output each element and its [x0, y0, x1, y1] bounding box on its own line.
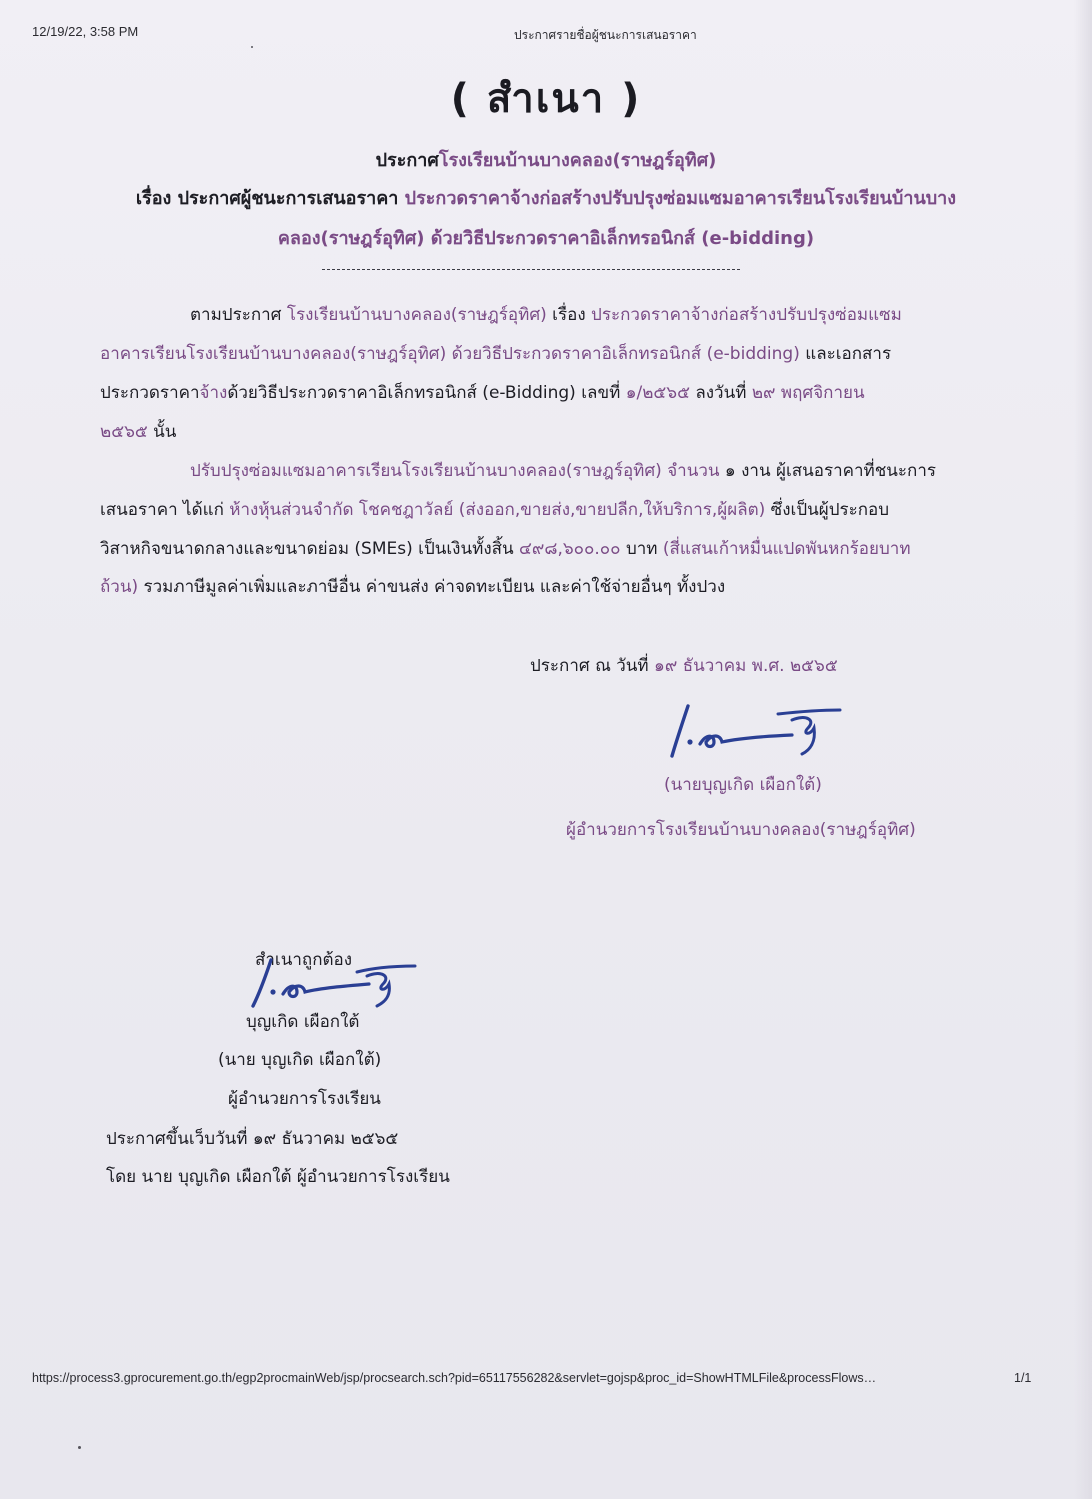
print-datetime: 12/19/22, 3:58 PM	[32, 24, 139, 39]
winner-name: ห้างหุ้นส่วนจำกัด โชคชฎาวัลย์ (ส่งออก,ขายส่ง,ขายปลีก,ให้บริการ,ผู้ผลิต)	[229, 500, 766, 520]
subject-line-2: คลอง(ราษฎร์อุทิศ) ด้วยวิธีประกวดราคาอิเล็กทรอนิกส์ (e-bidding)	[277, 228, 815, 249]
bid-amount-words-end: ถ้วน)	[100, 577, 139, 597]
body-line-3	[100, 379, 865, 406]
body-text: ลงวันที่	[689, 383, 752, 403]
certifier-name: บุญเกิด เผือกใต้	[246, 1012, 360, 1032]
body-text: บาท	[620, 539, 663, 559]
body-project-name: อาคารเรียนโรงเรียนบ้านบางคลอง(ราษฎร์อุทิศ) ด้วยวิธีประกวดราคาอิเล็กทรอนิกส์ (e-bidding)	[100, 344, 800, 364]
body-text: รวมภาษีมูลค่าเพิ่มและภาษีอื่น ค่าขนส่ง ค่าจดทะเบียน และค่าใช้จ่ายอื่นๆ ทั้งปวง	[138, 577, 726, 597]
certification-signature-image	[245, 950, 420, 1012]
body-text: ประกวดราคา	[100, 383, 200, 403]
bid-amount-words: (สี่แสนเก้าหมื่นแปดพันหกร้อยบาท	[662, 539, 911, 559]
body-text: ตามประกาศ	[190, 305, 287, 325]
announcer-prefix: ประกาศ	[375, 150, 439, 171]
scan-speck	[78, 1446, 81, 1449]
divider-line	[322, 269, 740, 270]
announce-date	[530, 652, 838, 679]
subject-heading	[0, 183, 1092, 212]
body-text-highlight: จ้าง	[199, 383, 228, 403]
body-text: นั้น	[147, 422, 177, 442]
announce-date-prefix: ประกาศ ณ วันที่	[530, 656, 655, 676]
print-page-title: ประกาศรายชื่อผู้ชนะการเสนอราคา	[514, 28, 697, 42]
body-line-1	[190, 301, 902, 328]
body-text: วิสาหกิจขนาดกลางและขนาดย่อม (SMEs) เป็นเงินทั้งสิ้น	[100, 539, 520, 559]
signer-position: ผู้อำนวยการโรงเรียนบ้านบางคลอง(ราษฎร์อุทิศ)	[566, 820, 916, 840]
body-text: ผู้เสนอราคาที่ชนะการ	[775, 461, 937, 481]
work-quantity: ๑	[724, 461, 736, 481]
signer-name: (นายบุญเกิด เผือกใต้)	[664, 775, 822, 795]
certifier-full-name: (นาย บุญเกิด เผือกใต้)	[218, 1050, 382, 1070]
announce-date-value: ๑๙ ธันวาคม พ.ศ. ๒๕๖๕	[654, 656, 838, 676]
body-line-8	[100, 573, 725, 600]
certified-copy-label: สำเนาถูกต้อง	[255, 950, 353, 970]
body-text: และเอกสาร	[799, 344, 892, 364]
subject-line-1: ประกวดราคาจ้างก่อสร้างปรับปรุงซ่อมแซมอาคารเรียนโรงเรียนบ้านบาง	[404, 188, 957, 209]
body-school-name: โรงเรียนบ้านบางคลอง(ราษฎร์อุทิศ)	[286, 305, 547, 325]
body-line-6	[100, 496, 889, 523]
body-project-name: ประกวดราคาจ้างก่อสร้างปรับปรุงซ่อมแซม	[591, 305, 902, 325]
body-line-5	[190, 457, 936, 484]
body-text: ด้วยวิธีประกวดราคาอิเล็กทรอนิกส์ (e-Bidding) เลขที่	[227, 383, 626, 403]
print-footer-page-number: 1/1	[1014, 1371, 1032, 1385]
body-line-7	[100, 535, 911, 562]
body-text: เสนอราคา ได้แก่	[100, 500, 230, 520]
print-footer-url: https://process3.gprocurement.go.th/egp2procmainWeb/jsp/procsearch.sch?pid=65117556282&servlet=gojsp&proc_id=ShowHTMLFile&processFlows…	[32, 1371, 877, 1385]
body-text: งาน	[735, 461, 776, 481]
announcement-heading	[0, 145, 1092, 174]
document-date: ๒๙ พฤศจิกายน	[751, 383, 865, 403]
certifier-position: ผู้อำนวยการโรงเรียน	[228, 1089, 381, 1109]
body-line-2	[100, 340, 891, 367]
body-text: เรื่อง	[546, 305, 592, 325]
posted-by: โดย นาย บุญเกิด เผือกใต้ ผู้อำนวยการโรงเรียน	[106, 1167, 450, 1187]
copy-mark: ( สำเนา )	[450, 76, 642, 122]
signature-image	[660, 698, 845, 763]
school-name: โรงเรียนบ้านบางคลอง(ราษฎร์อุทิศ)	[438, 150, 717, 171]
bid-amount: ๔๙๘,๖๐๐.๐๐	[519, 539, 621, 559]
scan-speck	[251, 46, 253, 48]
document-number: ๑/๒๕๖๕	[625, 383, 690, 403]
subject-prefix: เรื่อง ประกาศผู้ชนะการเสนอราคา	[135, 188, 399, 209]
posted-web-date: ประกาศขึ้นเว็บวันที่ ๑๙ ธันวาคม ๒๕๖๕	[106, 1129, 399, 1149]
body-line-4	[100, 418, 176, 445]
document-year: ๒๕๖๕	[100, 422, 148, 442]
body-text: ซึ่งเป็นผู้ประกอบ	[765, 500, 890, 520]
work-item: ปรับปรุงซ่อมแซมอาคารเรียนโรงเรียนบ้านบางคลอง(ราษฎร์อุทิศ) จำนวน	[190, 461, 725, 481]
